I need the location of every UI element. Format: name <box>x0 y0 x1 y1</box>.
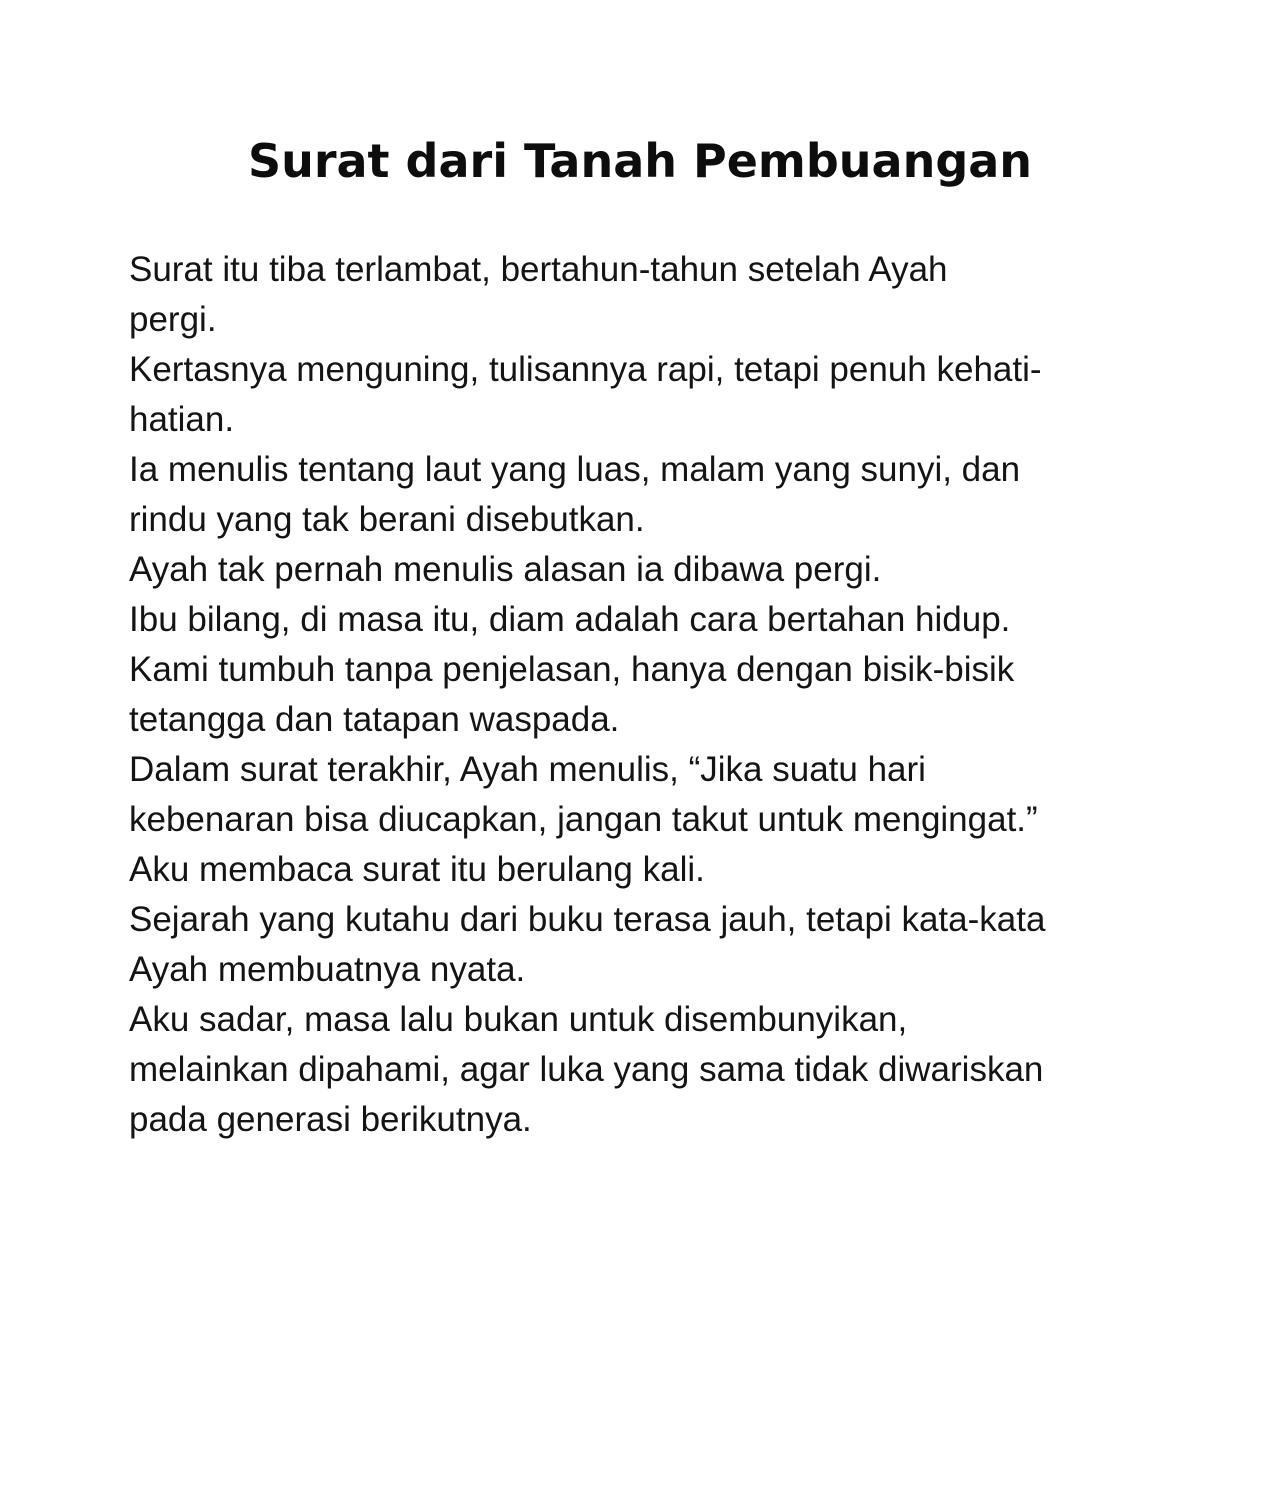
body-line: Dalam surat terakhir, Ayah menulis, “Jika suatu hari <box>129 750 926 789</box>
body-line: Aku membaca surat itu berulang kali. <box>129 850 705 889</box>
body-line: Ibu bilang, di masa itu, diam adalah cara bertahan hidup. <box>129 600 1011 639</box>
body-line: Sejarah yang kutahu dari buku terasa jauh, tetapi kata-kata <box>129 900 1046 939</box>
body-line: Aku sadar, masa lalu bukan untuk disembunyikan, <box>129 1000 908 1039</box>
body-line: Kertasnya menguning, tulisannya rapi, tetapi penuh kehati- <box>129 350 1042 389</box>
body-line: Ayah membuatnya nyata. <box>129 950 526 989</box>
body-line: pada generasi berikutnya. <box>129 1100 532 1139</box>
body-line: Kami tumbuh tanpa penjelasan, hanya dengan bisik-bisik <box>129 650 1015 689</box>
body-line: Surat itu tiba terlambat, bertahun-tahun setelah Ayah <box>129 250 948 289</box>
body-line: rindu yang tak berani disebutkan. <box>129 500 645 539</box>
document-body <box>129 245 1159 1145</box>
body-line: Ia menulis tentang laut yang luas, malam yang sunyi, dan <box>129 450 1021 489</box>
body-line: kebenaran bisa diucapkan, jangan takut untuk mengingat.” <box>129 800 1038 839</box>
body-line: hatian. <box>129 400 235 439</box>
document-title: Surat dari Tanah Pembuangan <box>247 134 1033 188</box>
body-line: pergi. <box>129 300 217 339</box>
body-line: melainkan dipahami, agar luka yang sama tidak diwariskan <box>129 1050 1044 1089</box>
body-line: Ayah tak pernah menulis alasan ia dibawa pergi. <box>129 550 882 589</box>
body-line: tetangga dan tatapan waspada. <box>129 700 620 739</box>
